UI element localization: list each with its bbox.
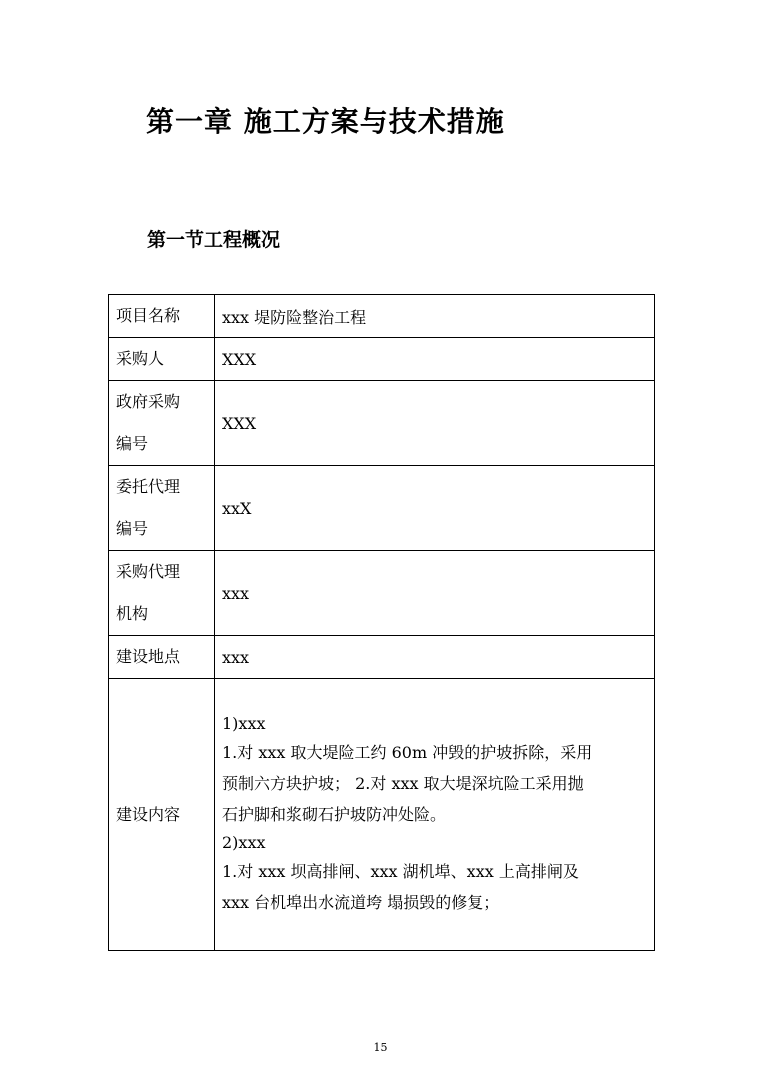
value-agent-number: xxX	[215, 466, 655, 551]
label-construction-site: 建设地点	[109, 636, 215, 679]
content-line-6: 1.对 xxx 坝高排闸、xxx 湖机埠、xxx 上高排闸及	[222, 862, 579, 881]
label-agent-number	[109, 466, 215, 551]
content-line-2: 1.对 xxx 取大堤险工约 60m 冲毁的护坡拆除，采用	[222, 743, 593, 762]
content-line-3: 预制六方块护坡； 2.对 xxx 取大堤深坑险工采用抛	[222, 774, 584, 793]
value-project-name: xxx 堤防险整治工程	[215, 295, 655, 338]
content-line-5: 2)xxx	[222, 833, 266, 852]
label-project-name: 项目名称	[109, 295, 215, 338]
table-row-construction-site	[109, 636, 655, 679]
label-construction-content: 建设内容	[109, 679, 215, 951]
table-row-purchaser	[109, 338, 655, 381]
label-procurement-agency-line2: 机构	[116, 604, 149, 623]
chapter-title: 第一章 施工方案与技术措施	[146, 105, 505, 138]
label-procurement-agency-line1: 采购代理	[116, 562, 181, 581]
value-construction-site: xxx	[215, 636, 655, 679]
label-purchaser: 采购人	[109, 338, 215, 381]
project-info-table	[108, 294, 655, 951]
page-number: 15	[373, 1041, 388, 1054]
section-title: 第一节工程概况	[147, 229, 281, 251]
table-row-procurement-agency	[109, 551, 655, 636]
label-gov-procurement-number-line1: 政府采购	[116, 392, 181, 411]
value-procurement-agency: xxx	[215, 551, 655, 636]
value-purchaser: XXX	[215, 338, 655, 381]
content-line-7: xxx 台机埠出水流道垮 塌损毁的修复；	[222, 893, 500, 912]
table-row-construction-content	[109, 679, 655, 951]
content-line-1: 1)xxx	[222, 714, 266, 733]
label-gov-procurement-number-line2: 编号	[116, 434, 149, 453]
table-row-gov-procurement-number	[109, 381, 655, 466]
label-agent-number-line1: 委托代理	[116, 477, 181, 496]
table-row-agent-number	[109, 466, 655, 551]
label-agent-number-line2: 编号	[116, 519, 149, 538]
label-gov-procurement-number	[109, 381, 215, 466]
content-line-4: 石护脚和浆砌石护坡防冲处险。	[222, 805, 447, 824]
label-procurement-agency	[109, 551, 215, 636]
value-gov-procurement-number: XXX	[215, 381, 655, 466]
table-row-project-name	[109, 295, 655, 338]
value-construction-content	[215, 679, 655, 951]
